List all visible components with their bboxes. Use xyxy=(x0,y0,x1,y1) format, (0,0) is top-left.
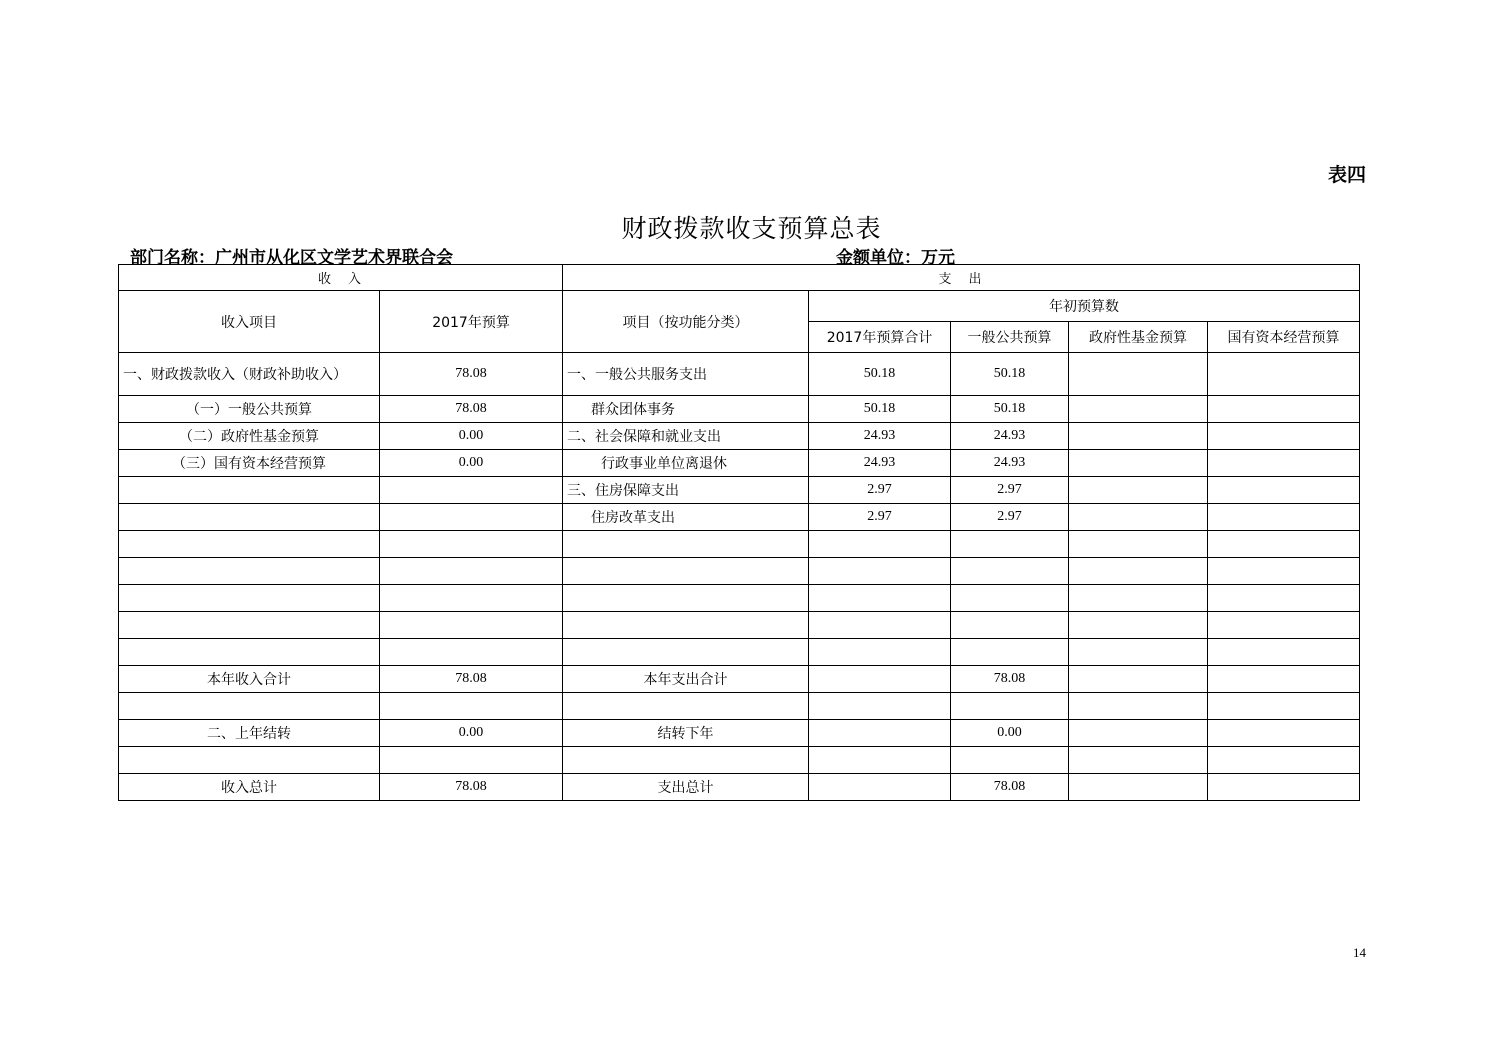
income-amount-cell: 0.00 xyxy=(380,450,563,477)
fund-budget-cell xyxy=(1069,666,1208,693)
income-item-cell: 一、财政拨款收入（财政补助收入） xyxy=(119,353,380,396)
budget-total-cell: 2.97 xyxy=(809,477,951,504)
general-budget-cell: 50.18 xyxy=(951,396,1069,423)
budget-total-cell xyxy=(809,666,951,693)
table-row xyxy=(119,504,1360,531)
expense-item-cell: 结转下年 xyxy=(563,720,809,747)
income-amount-cell: 78.08 xyxy=(380,353,563,396)
expense-item-cell xyxy=(563,531,809,558)
general-budget-cell xyxy=(951,639,1069,666)
budget-total-cell xyxy=(809,531,951,558)
general-budget-cell: 2.97 xyxy=(951,504,1069,531)
state-capital-budget-cell xyxy=(1208,558,1360,585)
expense-item-cell: 行政事业单位离退休 xyxy=(563,450,809,477)
expense-item-cell xyxy=(563,558,809,585)
table-row xyxy=(119,747,1360,774)
document-title: 财政拨款收支预算总表 xyxy=(621,214,882,243)
income-item-cell: 收入总计 xyxy=(119,774,380,801)
expense-item-cell xyxy=(563,747,809,774)
expense-item-cell xyxy=(563,639,809,666)
table-row xyxy=(119,477,1360,504)
table-label: 表四 xyxy=(1327,164,1366,186)
fund-budget-cell xyxy=(1069,531,1208,558)
fund-budget-cell xyxy=(1069,747,1208,774)
amount-unit: 金额单位：万元 xyxy=(836,248,955,268)
col-budget-total: 2017年预算合计 xyxy=(809,322,951,353)
income-item-cell xyxy=(119,612,380,639)
income-amount-cell: 0.00 xyxy=(380,720,563,747)
income-item-cell: 本年收入合计 xyxy=(119,666,380,693)
expense-item-cell: 本年支出合计 xyxy=(563,666,809,693)
income-item-cell: 二、上年结转 xyxy=(119,720,380,747)
budget-total-cell xyxy=(809,558,951,585)
state-capital-budget-cell xyxy=(1208,531,1360,558)
fund-budget-cell xyxy=(1069,612,1208,639)
state-capital-budget-cell xyxy=(1208,774,1360,801)
income-amount-cell xyxy=(380,639,563,666)
budget-total-cell xyxy=(809,585,951,612)
budget-total-cell: 50.18 xyxy=(809,353,951,396)
general-budget-cell: 50.18 xyxy=(951,353,1069,396)
state-capital-budget-cell xyxy=(1208,585,1360,612)
fund-budget-cell xyxy=(1069,639,1208,666)
expense-item-cell: 一、一般公共服务支出 xyxy=(563,353,809,396)
general-budget-cell xyxy=(951,585,1069,612)
budget-total-cell xyxy=(809,720,951,747)
table-row xyxy=(119,639,1360,666)
table-row xyxy=(119,720,1360,747)
fund-budget-cell xyxy=(1069,693,1208,720)
fund-budget-cell xyxy=(1069,396,1208,423)
table-row xyxy=(119,612,1360,639)
budget-total-cell: 50.18 xyxy=(809,396,951,423)
general-budget-cell: 78.08 xyxy=(951,666,1069,693)
state-capital-budget-cell xyxy=(1208,639,1360,666)
state-capital-budget-cell xyxy=(1208,477,1360,504)
income-amount-cell xyxy=(380,504,563,531)
fund-budget-cell xyxy=(1069,585,1208,612)
table-row xyxy=(119,450,1360,477)
income-item-cell xyxy=(119,693,380,720)
income-header: 收 入 xyxy=(119,265,563,291)
general-budget-cell: 78.08 xyxy=(951,774,1069,801)
income-item-cell xyxy=(119,639,380,666)
expense-item-cell xyxy=(563,693,809,720)
state-capital-budget-cell xyxy=(1208,666,1360,693)
table-row xyxy=(119,531,1360,558)
col-state-capital-budget: 国有资本经营预算 xyxy=(1208,322,1360,353)
budget-summary-table xyxy=(118,264,1360,801)
state-capital-budget-cell xyxy=(1208,693,1360,720)
general-budget-cell xyxy=(951,531,1069,558)
col-expense-item: 项目（按功能分类） xyxy=(563,291,809,353)
fund-budget-cell xyxy=(1069,450,1208,477)
income-item-cell xyxy=(119,747,380,774)
table-row xyxy=(119,396,1360,423)
col-income-budget: 2017年预算 xyxy=(380,291,563,353)
budget-total-cell xyxy=(809,639,951,666)
income-amount-cell xyxy=(380,585,563,612)
income-item-cell xyxy=(119,558,380,585)
income-amount-cell xyxy=(380,531,563,558)
budget-total-cell: 2.97 xyxy=(809,504,951,531)
budget-total-cell xyxy=(809,747,951,774)
income-amount-cell xyxy=(380,693,563,720)
table-row xyxy=(119,353,1360,396)
expense-item-cell: 支出总计 xyxy=(563,774,809,801)
table-row xyxy=(119,423,1360,450)
general-budget-cell: 24.93 xyxy=(951,423,1069,450)
table-row xyxy=(119,585,1360,612)
col-income-item: 收入项目 xyxy=(119,291,380,353)
income-item-cell xyxy=(119,585,380,612)
general-budget-cell: 2.97 xyxy=(951,477,1069,504)
general-budget-cell xyxy=(951,612,1069,639)
fund-budget-cell xyxy=(1069,720,1208,747)
income-amount-cell: 0.00 xyxy=(380,423,563,450)
department-name: 部门名称：广州市从化区文学艺术界联合会 xyxy=(130,248,453,268)
income-item-cell xyxy=(119,504,380,531)
expense-item-cell xyxy=(563,585,809,612)
general-budget-cell xyxy=(951,747,1069,774)
budget-total-cell xyxy=(809,693,951,720)
expense-item-cell: 二、社会保障和就业支出 xyxy=(563,423,809,450)
income-amount-cell: 78.08 xyxy=(380,774,563,801)
fund-budget-cell xyxy=(1069,423,1208,450)
expense-item-cell xyxy=(563,612,809,639)
state-capital-budget-cell xyxy=(1208,450,1360,477)
fund-budget-cell xyxy=(1069,504,1208,531)
income-amount-cell: 78.08 xyxy=(380,396,563,423)
expense-item-cell: 三、住房保障支出 xyxy=(563,477,809,504)
budget-total-cell: 24.93 xyxy=(809,450,951,477)
expense-item-cell: 住房改革支出 xyxy=(563,504,809,531)
budget-total-cell xyxy=(809,612,951,639)
income-amount-cell xyxy=(380,612,563,639)
state-capital-budget-cell xyxy=(1208,423,1360,450)
col-fund-budget: 政府性基金预算 xyxy=(1069,322,1208,353)
general-budget-cell xyxy=(951,558,1069,585)
fund-budget-cell xyxy=(1069,477,1208,504)
state-capital-budget-cell xyxy=(1208,504,1360,531)
income-amount-cell xyxy=(380,477,563,504)
income-item-cell xyxy=(119,531,380,558)
col-annual-budget-group: 年初预算数 xyxy=(809,291,1360,322)
general-budget-cell xyxy=(951,693,1069,720)
income-item-cell: （一）一般公共预算 xyxy=(119,396,380,423)
budget-total-cell xyxy=(809,774,951,801)
table-row xyxy=(119,666,1360,693)
table-row xyxy=(119,693,1360,720)
table-row xyxy=(119,558,1360,585)
state-capital-budget-cell xyxy=(1208,353,1360,396)
expense-item-cell: 群众团体事务 xyxy=(563,396,809,423)
state-capital-budget-cell xyxy=(1208,720,1360,747)
state-capital-budget-cell xyxy=(1208,747,1360,774)
income-amount-cell xyxy=(380,558,563,585)
general-budget-cell: 24.93 xyxy=(951,450,1069,477)
budget-total-cell: 24.93 xyxy=(809,423,951,450)
expense-header: 支 出 xyxy=(563,265,1360,291)
column-header-row xyxy=(119,291,1360,322)
income-item-cell: （二）政府性基金预算 xyxy=(119,423,380,450)
income-item-cell xyxy=(119,477,380,504)
fund-budget-cell xyxy=(1069,353,1208,396)
table-row xyxy=(119,774,1360,801)
fund-budget-cell xyxy=(1069,558,1208,585)
page-number: 14 xyxy=(1353,945,1366,960)
income-amount-cell: 78.08 xyxy=(380,666,563,693)
col-general-budget: 一般公共预算 xyxy=(951,322,1069,353)
general-budget-cell: 0.00 xyxy=(951,720,1069,747)
fund-budget-cell xyxy=(1069,774,1208,801)
state-capital-budget-cell xyxy=(1208,612,1360,639)
income-amount-cell xyxy=(380,747,563,774)
state-capital-budget-cell xyxy=(1208,396,1360,423)
table-header-row xyxy=(119,265,1360,291)
income-item-cell: （三）国有资本经营预算 xyxy=(119,450,380,477)
